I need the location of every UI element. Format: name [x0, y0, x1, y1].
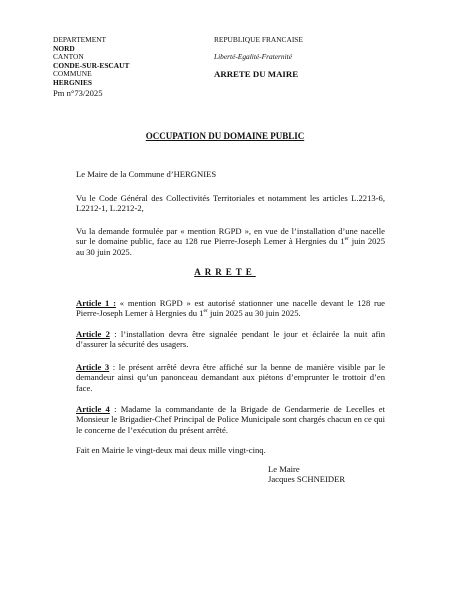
article-1-label: Article 1 :	[76, 298, 116, 308]
vu-demande-text-1: Vu la demande formulée par « mention RGPD », en vue de l’installation d’une nacelle sur le domaine public, face au 128 rue Pierre-Joseph Lemer à Hergnies du 1	[76, 226, 385, 247]
commune-name: HERGNIES	[53, 77, 93, 87]
republic-label: REPUBLIQUE FRANCAISE	[214, 35, 303, 44]
article-2	[76, 329, 385, 350]
article-3-label: Article 3	[76, 362, 110, 372]
article-4	[76, 404, 385, 435]
document-title: OCCUPATION DU DOMAINE PUBLIC	[145, 131, 305, 141]
arrete-du-maire-title: ARRETE DU MAIRE	[214, 69, 299, 80]
article-1	[76, 298, 385, 319]
vu-demande-text-2: juin 2025 au 30 juin 2025.	[76, 236, 386, 257]
signature-name: Jacques SCHNEIDER	[268, 474, 346, 485]
article-4-label: Article 4	[76, 404, 110, 414]
intro-paragraph: Le Maire de la Commune d’HERGNIES	[76, 169, 217, 179]
done-at-line: Fait en Mairie le vingt-deux mai deux mille vingt-cinq.	[76, 445, 266, 455]
article-1-text-1: « mention RGPD » est autorisé stationner une nacelle devant le 128 rue Pierre-Joseph Lemer à Hergnies du 1	[76, 298, 385, 319]
reference-number: Pm n°73/2025	[53, 87, 103, 98]
article-1-sup: er	[203, 308, 208, 315]
arrete-heading: ARRETE	[194, 267, 256, 277]
article-3	[76, 362, 385, 393]
canton-name: CONDE-SUR-ESCAUT	[53, 60, 130, 70]
vu-demande-sup: er	[344, 236, 349, 243]
article-3-text: : le présent arrêté devra être affiché sur la benne de manière visible par le demandeur ainsi qu’un panonceau demandant aux piétons d’emprunter le trottoir d’en face.	[76, 362, 386, 393]
department-name: NORD	[53, 43, 75, 53]
header-right-block	[214, 36, 414, 79]
signature-role: Le Maire	[268, 464, 300, 474]
republic-motto: Liberté-Egalité-Fraternité	[214, 51, 292, 61]
vu-demande-paragraph	[76, 226, 385, 257]
canton-label: CANTON	[53, 52, 84, 62]
article-4-text: : Madame la commandante de la Brigade de Gendarmerie de Lecelles et Monsieur le Brigadier-Chef Principal de Police Municipale sont chargés chacun en ce qui le concerne de l’exécution du présent arrêté.	[76, 404, 385, 435]
article-2-label: Article 2	[76, 329, 110, 339]
department-label: DEPARTEMENT	[53, 35, 107, 44]
commune-label: COMMUNE	[53, 69, 92, 79]
signature-block	[268, 464, 345, 485]
article-2-text: : l’installation devra être signalée pendant le jour et éclairée la nuit afin d’assurer la sécurité des usagers.	[76, 329, 386, 350]
vu-code-paragraph: Vu le Code Général des Collectivités Territoriales et notamment les articles L.2213-6, L2212-1, L.2212-2,	[76, 193, 385, 214]
article-1-text-2: juin 2025 au 30 juin 2025.	[207, 308, 301, 319]
header-left-block	[53, 36, 203, 98]
